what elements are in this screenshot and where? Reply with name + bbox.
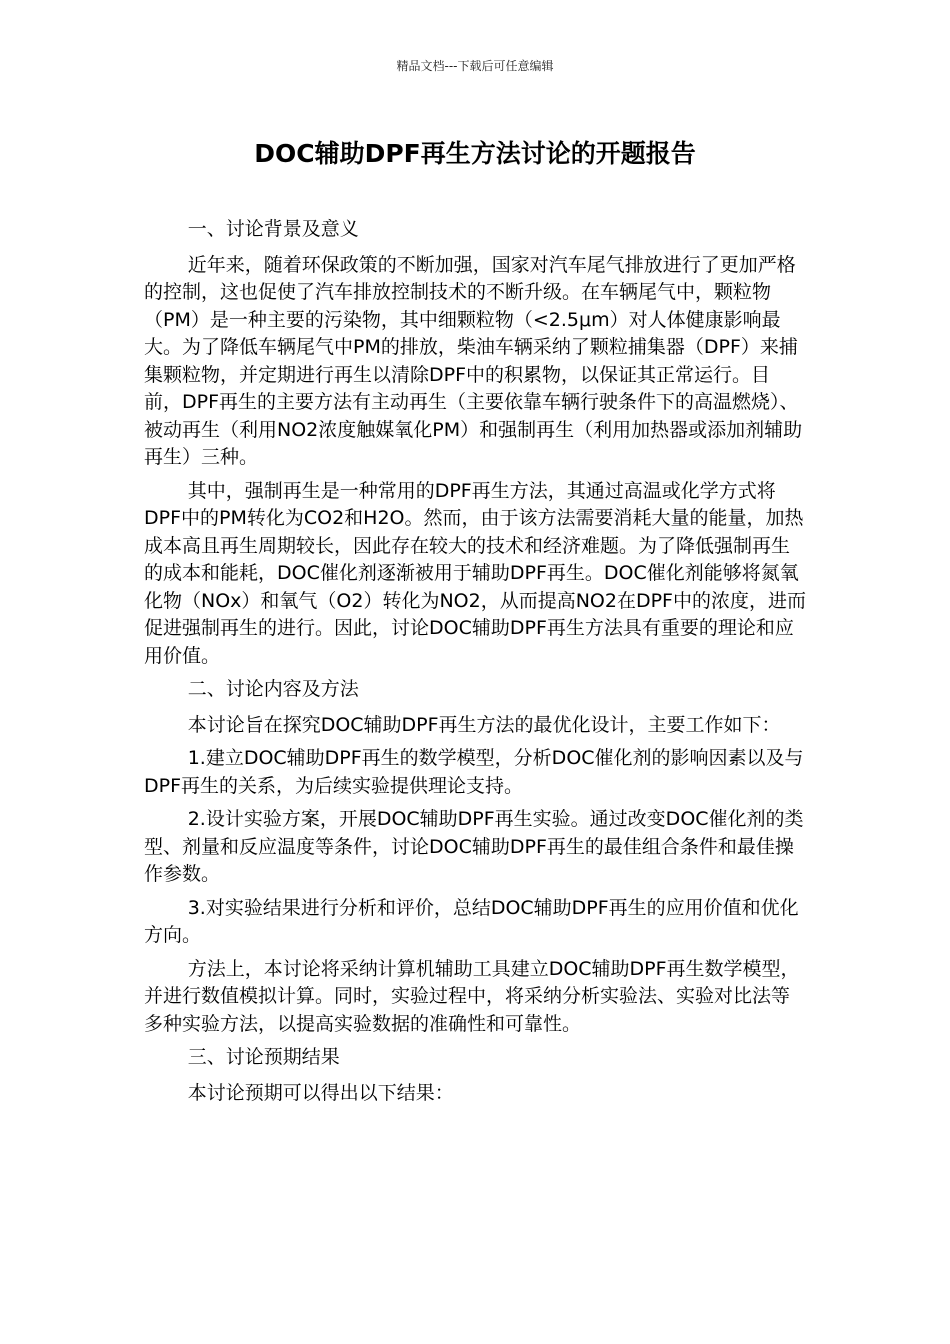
list-item: 1.建立DOC辅助DPF再生的数学模型，分析DOC催化剂的影响因素以及与DPF再生的关系，为后续实验提供理论支持。 [144,747,804,797]
paragraph: 近年来，随着环保政策的不断加强，国家对汽车尾气排放进行了更加严格的控制，这也促使了汽车排放控制技术的不断升级。在车辆尾气中，颗粒物（PM）是一种主要的污染物，其中细颗粒物（<2.5μm）对人体健康影响最大。为了降低车辆尾气中PM的排放，柴油车辆采纳了颗粒捕集器（DPF）来捕集颗粒物，并定期进行再生以清除DPF中的积累物，以保证其正常运行。目前，DPF再生的主要方法有主动再生（主要依靠车辆行驶条件下的高温燃烧）、被动再生（利用NO2浓度触媒氧化PM）和强制再生（利用加热器或添加剂辅助再生）三种。 [144,253,803,468]
list-item: 2.设计实验方案，开展DOC辅助DPF再生实验。通过改变DOC催化剂的类型、剂量和反应温度等条件，讨论DOC辅助DPF再生的最佳组合条件和最佳操作参数。 [144,808,804,885]
paragraph: 本讨论预期可以得出以下结果： [187,1081,454,1104]
paragraph: 方法上，本讨论将采纳计算机辅助工具建立DOC辅助DPF再生数学模型，并进行数值模拟计算。同时，实验过程中，将采纳分析实验法、实验对比法等多种实验方法，以提高实验数据的准确性和可靠性。 [144,957,800,1035]
section-heading: 三、讨论预期结果 [187,1046,340,1068]
document-title: DOC辅助DPF再生方法讨论的开题报告 [254,139,696,168]
paragraph: 本讨论旨在探究DOC辅助DPF再生方法的最优化设计，主要工作如下： [187,713,781,736]
paragraph: 其中，强制再生是一种常用的DPF再生方法，其通过高温或化学方式将DPF中的PM转化为CO2和H2O。然而，由于该方法需要消耗大量的能量，加热成本高且再生周期较长，因此存在较大的技术和经济难题。为了降低强制再生的成本和能耗，DOC催化剂逐渐被用于辅助DPF再生。DOC催化剂能够将氮氧化物（NOx）和氧气（O2）转化为NO2，从而提高NO2在DPF中的浓度，进而促进强制再生的进行。因此，讨论DOC辅助DPF再生方法具有重要的理论和应用价值。 [144,479,806,667]
page-header: 精品文档---下载后可任意编辑 [396,59,554,73]
list-item: 3.对实验结果进行分析和评价，总结DOC辅助DPF再生的应用价值和优化方向。 [144,896,799,946]
section-heading: 一、讨论背景及意义 [187,218,359,240]
document-body [144,216,808,1113]
section-heading: 二、讨论内容及方法 [187,678,359,700]
